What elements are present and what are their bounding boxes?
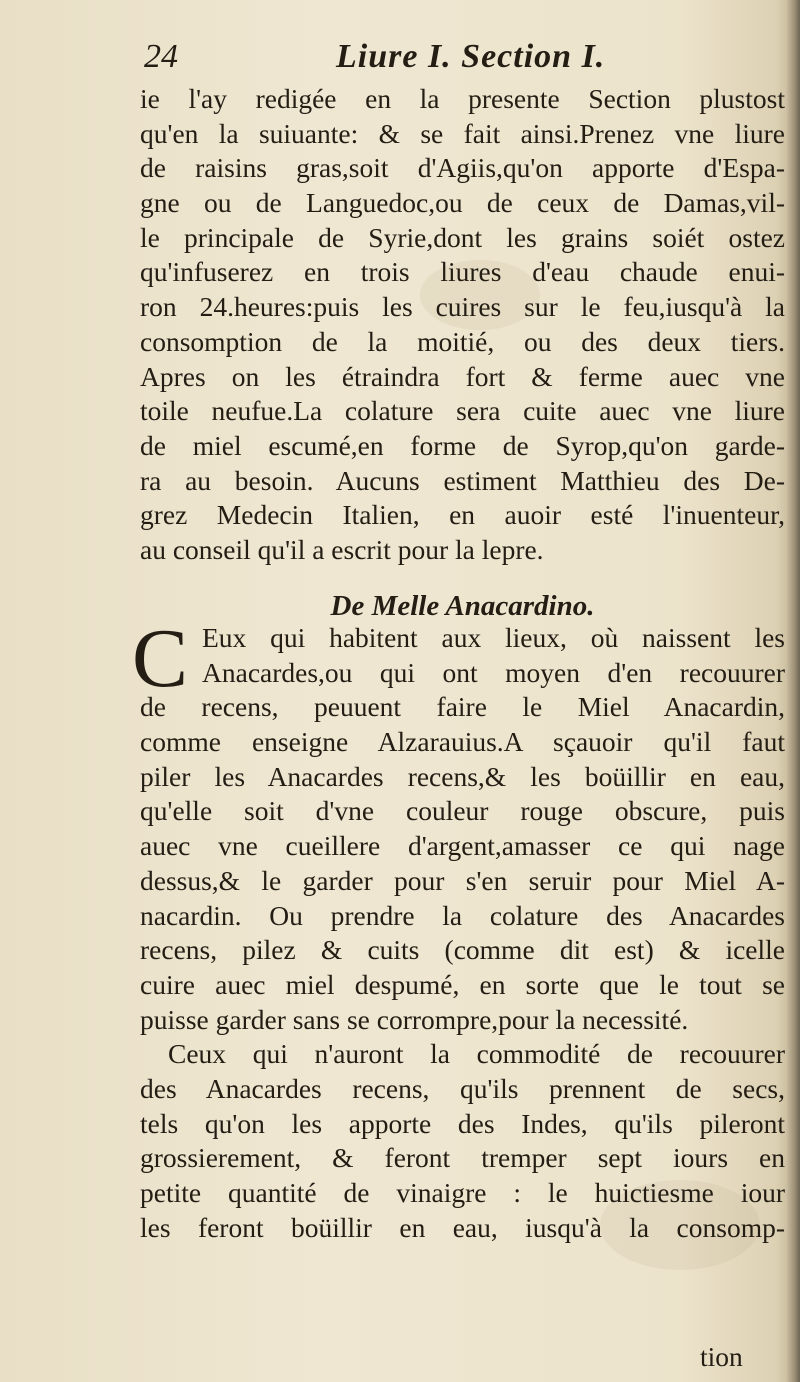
text-line: ra au besoin. Aucuns estiment Matthieu des De- (140, 464, 785, 496)
text-line: consomption de la moitié, ou des deux tiers. (140, 325, 785, 357)
page-number: 24 (144, 38, 178, 75)
text-line: les feront boüillir en eau, iusqu'à la consomp- (140, 1211, 785, 1243)
text-line: auec vne cueillere d'argent,amasser ce qui nage (140, 830, 785, 862)
text-line: grez Medecin Italien, en auoir esté l'inuenteur, (140, 499, 785, 531)
text-line: ron 24.heures:puis les cuires sur le feu,iusqu'à la (140, 291, 785, 323)
text-line: cuire auec miel despumé, en sorte que le tout se (140, 968, 785, 1000)
text-line: comme enseigne Alzarauius.A sçauoir qu'il faut (140, 726, 785, 758)
catchword: tion (700, 1341, 743, 1372)
text-line: des Anacardes recens, qu'ils prennent de secs, (140, 1072, 785, 1104)
text-line: de recens, peuuent faire le Miel Anacardin, (140, 691, 785, 723)
text-line: Ceux qui n'auront la commodité de recouurer (168, 1038, 785, 1070)
text-line: Apres on les étraindra fort & ferme auec vne (140, 360, 785, 392)
text-line: au conseil qu'il a escrit pour la lepre. (140, 533, 544, 565)
text-line: grossierement, & feront tremper sept iours en (140, 1142, 785, 1174)
section-heading: De Melle Anacardino. (330, 590, 595, 622)
text-line: de miel escumé,en forme de Syrop,qu'on garde- (140, 429, 785, 461)
text-line: qu'infuserez en trois liures d'eau chaude enui- (140, 256, 785, 288)
text-line: tels qu'on les apporte des Indes, qu'ils pileront (140, 1107, 785, 1139)
page-header (140, 36, 780, 80)
running-title: Liure I. Section I. (336, 38, 606, 75)
page-edge-shadow (786, 0, 800, 1382)
text-line: Anacardes,ou qui ont moyen d'en recouurer (202, 656, 785, 688)
paragraph-anacardin (132, 612, 785, 1245)
text-line: gne ou de Languedoc,ou de ceux de Damas,vil- (140, 187, 785, 219)
text-line: de raisins gras,soit d'Agiis,qu'on apporte d'Espa- (140, 152, 785, 184)
text-line: petite quantité de vinaigre : le huictiesme iour (140, 1177, 785, 1208)
text-line: qu'elle soit d'vne couleur rouge obscure, puis (140, 795, 785, 827)
text-line: piler les Anacardes recens,& les boüillir en eau, (140, 760, 785, 792)
text-line: toile neufue.La colature sera cuite auec vne liure (140, 395, 785, 427)
paragraph-syrup (140, 82, 785, 568)
drop-cap: C (132, 612, 189, 705)
text-line: puisse garder sans se corrompre,pour la necessité. (140, 1003, 689, 1035)
text-line: ie l'ay redigée en la presente Section plustost (140, 83, 785, 114)
text-line: nacardin. Ou prendre la colature des Anacardes (140, 899, 785, 931)
text-line: recens, pilez & cuits (comme dit est) & icelle (140, 934, 785, 966)
text-line: dessus,& le garder pour s'en seruir pour Miel A- (140, 864, 785, 896)
text-line: qu'en la suiuante: & se fait ainsi.Prenez vne liure (140, 117, 785, 149)
text-line: le principale de Syrie,dont les grains soiét ostez (140, 221, 785, 253)
text-line: Eux qui habitent aux lieux, où naissent les (202, 622, 785, 653)
